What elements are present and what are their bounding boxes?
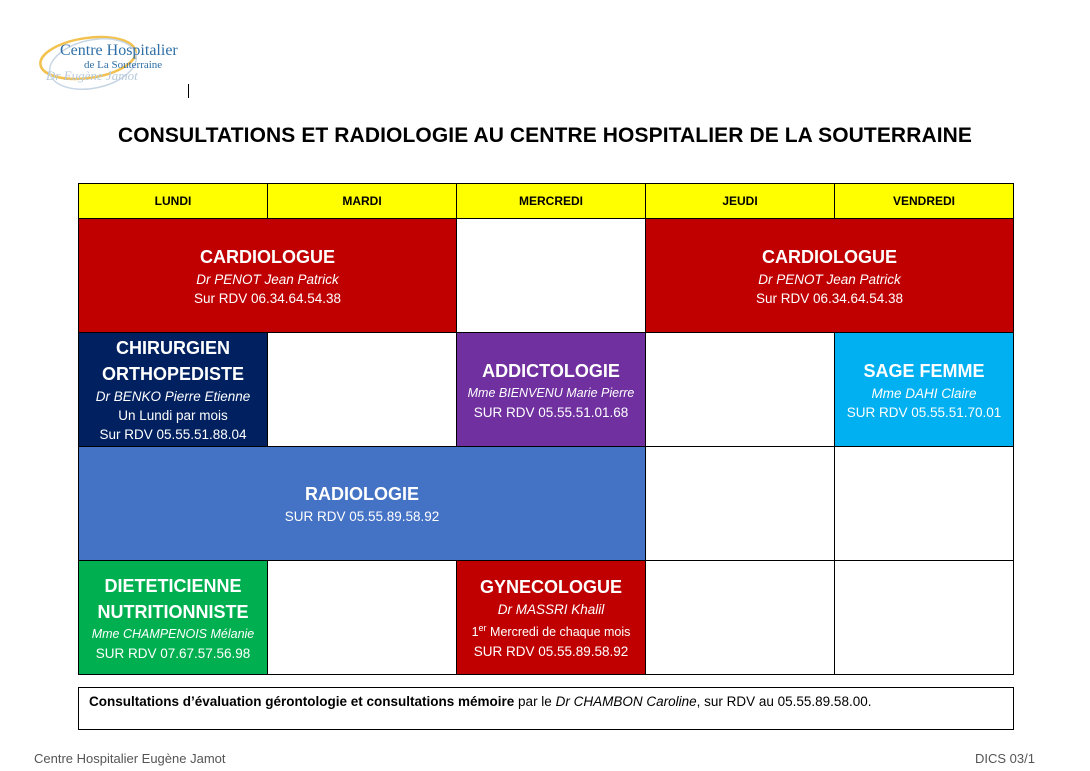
radiologie-contact: SUR RDV 05.55.89.58.92	[284, 509, 440, 524]
cardiologue-left-title: CARDIOLOGUE	[200, 246, 335, 267]
gynecologue-title: GYNECOLOGUE	[479, 576, 622, 597]
dieteticienne-contact: SUR RDV 07.67.57.56.98	[95, 645, 251, 661]
dieteticienne-cell	[78, 560, 268, 675]
empty-cell	[645, 446, 835, 561]
gynecologue-contact: SUR RDV 05.55.89.58.92	[473, 644, 629, 660]
empty-cell	[456, 218, 646, 333]
note-bold-text: Consultations d’évaluation gérontologie et consultations mémoire	[89, 694, 515, 709]
empty-cell	[645, 560, 835, 675]
addictologie-cell	[456, 332, 646, 447]
chirurgien-title-2: ORTHOPEDISTE	[101, 364, 244, 384]
addictologie-title: ADDICTOLOGIE	[482, 360, 620, 381]
sage-femme-contact: SUR RDV 05.55.51.70.01	[846, 404, 1002, 420]
cardiologue-left-doctor: Dr PENOT Jean Patrick	[196, 271, 339, 287]
chirurgien-contact: Sur RDV 05.55.51.88.04	[99, 427, 247, 442]
gynecologue-cell	[456, 560, 646, 675]
gynecologue-doctor: Dr MASSRI Khalil	[497, 601, 605, 617]
day-header-mercredi: MERCREDI	[456, 183, 646, 219]
gynecologue-frequency-number: 1	[471, 625, 479, 640]
note-text-1: par le	[514, 694, 556, 709]
sage-femme-doctor: Mme DAHI Claire	[871, 385, 977, 401]
hospital-logo	[38, 28, 178, 100]
empty-cell	[834, 446, 1014, 561]
empty-cell	[267, 332, 457, 447]
note-text-2: , sur RDV au 05.55.89.58.00.	[696, 694, 872, 709]
logo-line2: de La Souterraine	[84, 59, 163, 71]
gynecologue-frequency-ordinal: er	[478, 622, 487, 633]
chirurgien-cell	[78, 332, 268, 447]
cardiologue-left-contact: Sur RDV 06.34.64.54.38	[193, 290, 342, 306]
addictologie-doctor: Mme BIENVENU Marie Pierre	[467, 385, 635, 400]
empty-cell	[834, 560, 1014, 675]
gynecologue-frequency	[472, 619, 631, 642]
dieteticienne-title-2: NUTRITIONNISTE	[97, 601, 249, 622]
sage-femme-title: SAGE FEMME	[863, 360, 985, 381]
empty-cell	[267, 560, 457, 675]
chirurgien-doctor: Dr BENKO Pierre Etienne	[95, 389, 251, 404]
chirurgien-title-1: CHIRURGIEN	[115, 338, 230, 358]
radiologie-title: RADIOLOGIE	[304, 484, 419, 504]
logo-line1: Centre Hospitalier	[60, 42, 178, 59]
radiologie-cell	[78, 446, 646, 561]
sage-femme-cell	[834, 332, 1014, 447]
dieteticienne-doctor: Mme CHAMPENOIS Mélanie	[91, 626, 255, 641]
cardiologue-right-cell	[645, 218, 1014, 333]
day-header-lundi: LUNDI	[78, 183, 268, 219]
note-doctor: Dr CHAMBON Caroline	[555, 694, 697, 709]
cardiologue-right-title: CARDIOLOGUE	[762, 246, 897, 267]
cardiologue-right-doctor: Dr PENOT Jean Patrick	[758, 271, 901, 287]
cardiologue-left-cell	[78, 218, 457, 333]
footer-hospital-name: Centre Hospitalier Eugène Jamot	[34, 751, 226, 766]
day-header-vendredi: VENDREDI	[834, 183, 1014, 219]
logo-line3: Dr Eugène Jamot	[46, 68, 138, 83]
addictologie-contact: SUR RDV 05.55.51.01.68	[473, 404, 629, 420]
empty-cell	[645, 332, 835, 447]
day-header-jeudi: JEUDI	[645, 183, 835, 219]
gynecologue-frequency-text: Mercredi de chaque mois	[486, 625, 631, 640]
cardiologue-right-contact: Sur RDV 06.34.64.54.38	[755, 290, 904, 306]
day-header-mardi: MARDI	[267, 183, 457, 219]
page-title: CONSULTATIONS ET RADIOLOGIE AU CENTRE HOSPITALIER DE LA SOUTERRAINE	[117, 124, 973, 147]
footer-document-code: DICS 03/1	[975, 751, 1035, 766]
geriatric-note-box	[78, 687, 1014, 730]
text-cursor	[188, 84, 189, 98]
chirurgien-frequency: Un Lundi par mois	[118, 408, 228, 423]
dieteticienne-title-1: DIETETICIENNE	[104, 575, 242, 596]
